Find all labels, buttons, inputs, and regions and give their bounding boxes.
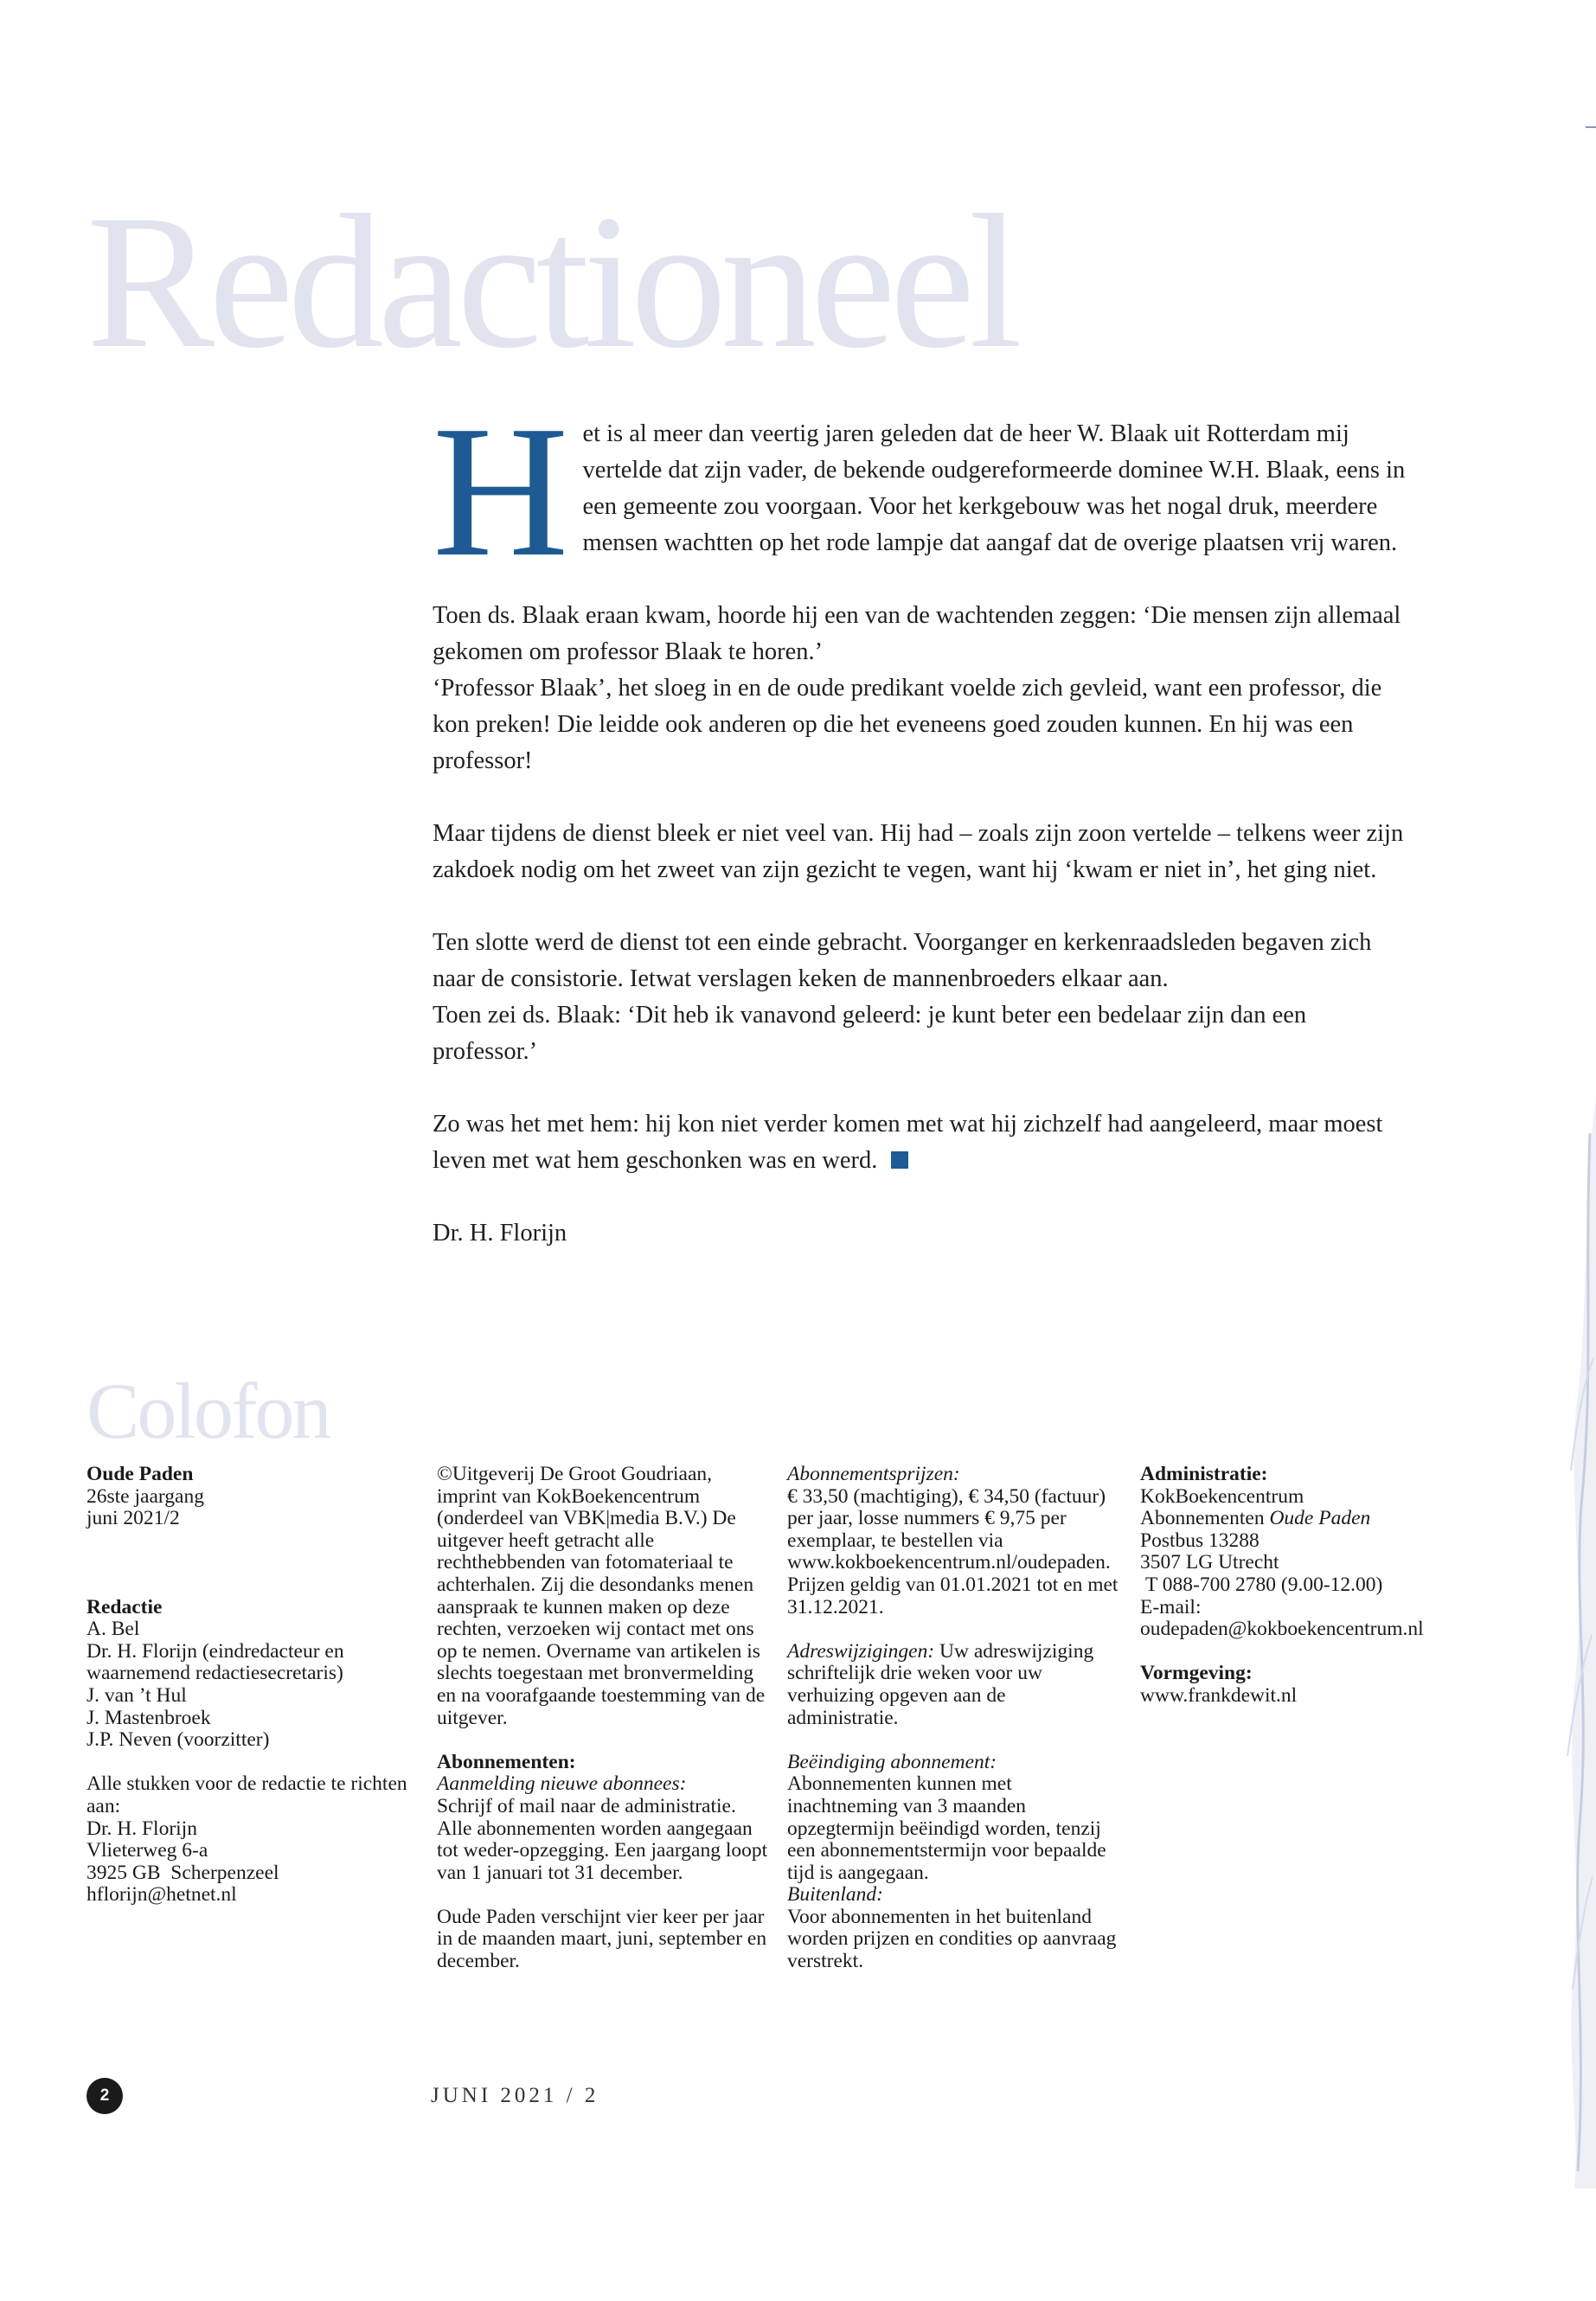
- administratie-postbus: Postbus 13288: [1140, 1529, 1259, 1552]
- copyright-text: ©Uitgeverij De Groot Goudriaan, imprint van KokBoekencentrum (onderdeel van VBK|media B.V.) De uitgever heeft getracht alle rechthebbenden van fotomateriaal te achterhalen. Zij die desondanks menen aanspraak te kunnen maken op deze rechten, verzoeken wij contact met ons op te nemen. Overname van artikelen is slechts toegestaan met bronvermelding en na voorafgaande toestemming van de uitgever.: [437, 1463, 766, 1729]
- article-paragraph-1: H et is al meer dan veertig jaren geleden dat de heer W. Blaak uit Rotterdam mij vertelde dat zijn vader, de bekende oudgereformeerde dominee W.H. Blaak, eens in een gemeente zou voorgaan. Voor het kerkgebouw was het nogal druk, meerdere mensen wachtten op het rode lampje dat aangaf dat de overige plaatsen vrij waren.: [433, 388, 1406, 596]
- contact-email: hflorijn@hetnet.nl: [87, 1883, 237, 1907]
- article-paragraph-3: Maar tijdens de dienst bleek er niet veel van. Hij had – zoals zijn zoon vertelde – telkens weer zijn zakdoek nodig om het zweet van zijn gezicht te vegen, want hij ‘kwam er niet in’, het ging niet.: [433, 820, 1404, 883]
- article-author: Dr. H. Florijn: [433, 1220, 567, 1247]
- address-change-text: Uw adreswijziging schriftelijk drie weken voor uw verhuizing opgeven aan de administratie.: [787, 1639, 1094, 1729]
- article-paragraph-4: Ten slotte werd de dienst tot een einde gebracht. Voorganger en kerkenraadsleden begaven zich naar de consistorie. Ietwat verslagen keken de mannenbroeders elkaar aan. Toen zei ds. Blaak: ‘Dit heb ik vanavond geleerd: je kunt beter een bedelaar zijn dan een professor.’: [433, 929, 1372, 1065]
- new-subscribers-label: Aanmelding nieuwe abonnees:: [437, 1772, 687, 1796]
- article-paragraph-5: Zo was het met hem: hij kon niet verder komen met wat hij zichzelf had aangeleerd, maar moest leven met wat hem geschonken was en werd.: [433, 1111, 1383, 1174]
- abonnementen-block: [437, 1752, 770, 1885]
- administratie-city: 3507 LG Utrecht: [1140, 1551, 1279, 1574]
- termination-text: Abonnementen kunnen met inachtneming van 3 maanden opzegtermijn beëindigd worden, tenzij een abonnementstermijn voor bepaalde tijd is aangegaan.: [787, 1772, 1106, 1884]
- address-change-block: [787, 1641, 1120, 1729]
- redactie-member: A. Bel: [87, 1618, 140, 1641]
- administratie-phone: T 088-700 2780 (9.00-12.00): [1145, 1573, 1383, 1596]
- editorial-article: [433, 388, 1410, 1288]
- vormgeving-heading: Vormgeving:: [1140, 1662, 1253, 1685]
- administratie-email-label: E-mail:: [1140, 1595, 1202, 1618]
- colofon-column-4: [1140, 1464, 1503, 1729]
- frequency-text: Oude Paden verschijnt vier keer per jaar in de maanden maart, juni, september en december.: [437, 1905, 767, 1973]
- redactie-member: J.P. Neven (voorzitter): [87, 1728, 270, 1752]
- magazine-volume: 26ste jaargang: [87, 1484, 204, 1508]
- termination-label: Beëindiging abonnement:: [787, 1750, 997, 1773]
- footer-issue: JUNI 2021 / 2: [431, 2084, 599, 2107]
- decorative-branch-illustration: [1564, 1099, 1596, 2189]
- colofon-column-1: [87, 1464, 415, 1928]
- address-change-label: Adreswijzigingen:: [787, 1639, 935, 1663]
- administratie-block: [1140, 1464, 1503, 1641]
- abonnementen-heading: Abonnementen:: [437, 1750, 576, 1773]
- vormgeving-block: [1140, 1663, 1503, 1707]
- end-mark-square: [891, 1151, 908, 1169]
- abroad-label: Buitenland:: [787, 1883, 883, 1907]
- magazine-name: Oude Paden: [87, 1463, 194, 1485]
- redactie-member: J. Mastenbroek: [87, 1706, 211, 1729]
- drop-cap: H: [433, 388, 569, 596]
- magazine-issue: juni 2021/2: [87, 1507, 180, 1530]
- vormgeving-website: www.frankdewit.nl: [1140, 1683, 1298, 1707]
- administratie-email: oudepaden@kokboekencentrum.nl: [1140, 1618, 1424, 1641]
- abroad-text: Voor abonnementen in het buitenland worden prijzen en condities op aanvraag verstrekt.: [787, 1905, 1117, 1973]
- edge-mark: [1586, 126, 1596, 128]
- administratie-heading: Administratie:: [1140, 1463, 1268, 1485]
- redactie-member: Dr. H. Florijn (eindredacteur en waarnemend redactiesecretaris): [87, 1639, 344, 1685]
- redactie-block: [87, 1597, 415, 1752]
- prices-label: Abonnementsprijzen:: [787, 1463, 960, 1485]
- page-title: Redactioneel: [87, 176, 1016, 388]
- contact-city: 3925 GB Scherpenzeel: [87, 1861, 279, 1884]
- administratie-company: KokBoekencentrum: [1140, 1484, 1304, 1508]
- abroad-block: [787, 1884, 1120, 1972]
- administratie-dept: Abonnementen Oude Paden: [1140, 1507, 1371, 1530]
- article-paragraph-2: Toen ds. Blaak eraan kwam, hoorde hij een van de wachtenden zeggen: ‘Die mensen zijn allemaal gekomen om professor Blaak te horen.’ ‘Professor Blaak’, het sloeg in en de oude predikant voelde zich gevleid, want een professor, die kon preken! Die leidde ook anderen op die het eveneens goed zouden kunnen. En hij was een professor!: [433, 602, 1401, 774]
- contact-name: Dr. H. Florijn: [87, 1817, 197, 1840]
- contact-street: Vlieterweg 6-a: [87, 1839, 208, 1862]
- magazine-info: [87, 1464, 415, 1530]
- redactie-heading: Redactie: [87, 1595, 163, 1618]
- termination-block: [787, 1752, 1120, 1885]
- new-subscribers-text: Schrijf of mail naar de administratie. Alle abonnementen worden aangegaan tot weder-opzegging. Een jaargang loopt van 1 januari tot 31 december.: [437, 1794, 768, 1884]
- prices-text: € 33,50 (machtiging), € 34,50 (factuur) per jaar, losse nummers € 9,75 per exemplaar, te bestellen via www.kokboekencentrum.nl/oudepaden. Prijzen geldig van 01.01.2021 tot en met 31.12.2021.: [787, 1484, 1118, 1618]
- colofon-title: Colofon: [87, 1367, 330, 1455]
- contact-intro: Alle stukken voor de redactie te richten aan:: [87, 1772, 407, 1817]
- page-number-badge: 2: [87, 2078, 123, 2114]
- colofon-column-2: [437, 1464, 770, 1995]
- prices-block: [787, 1464, 1120, 1618]
- redactie-member: J. van ’t Hul: [87, 1683, 187, 1707]
- redactie-contact: [87, 1773, 415, 1907]
- colofon-column-3: [787, 1464, 1120, 1995]
